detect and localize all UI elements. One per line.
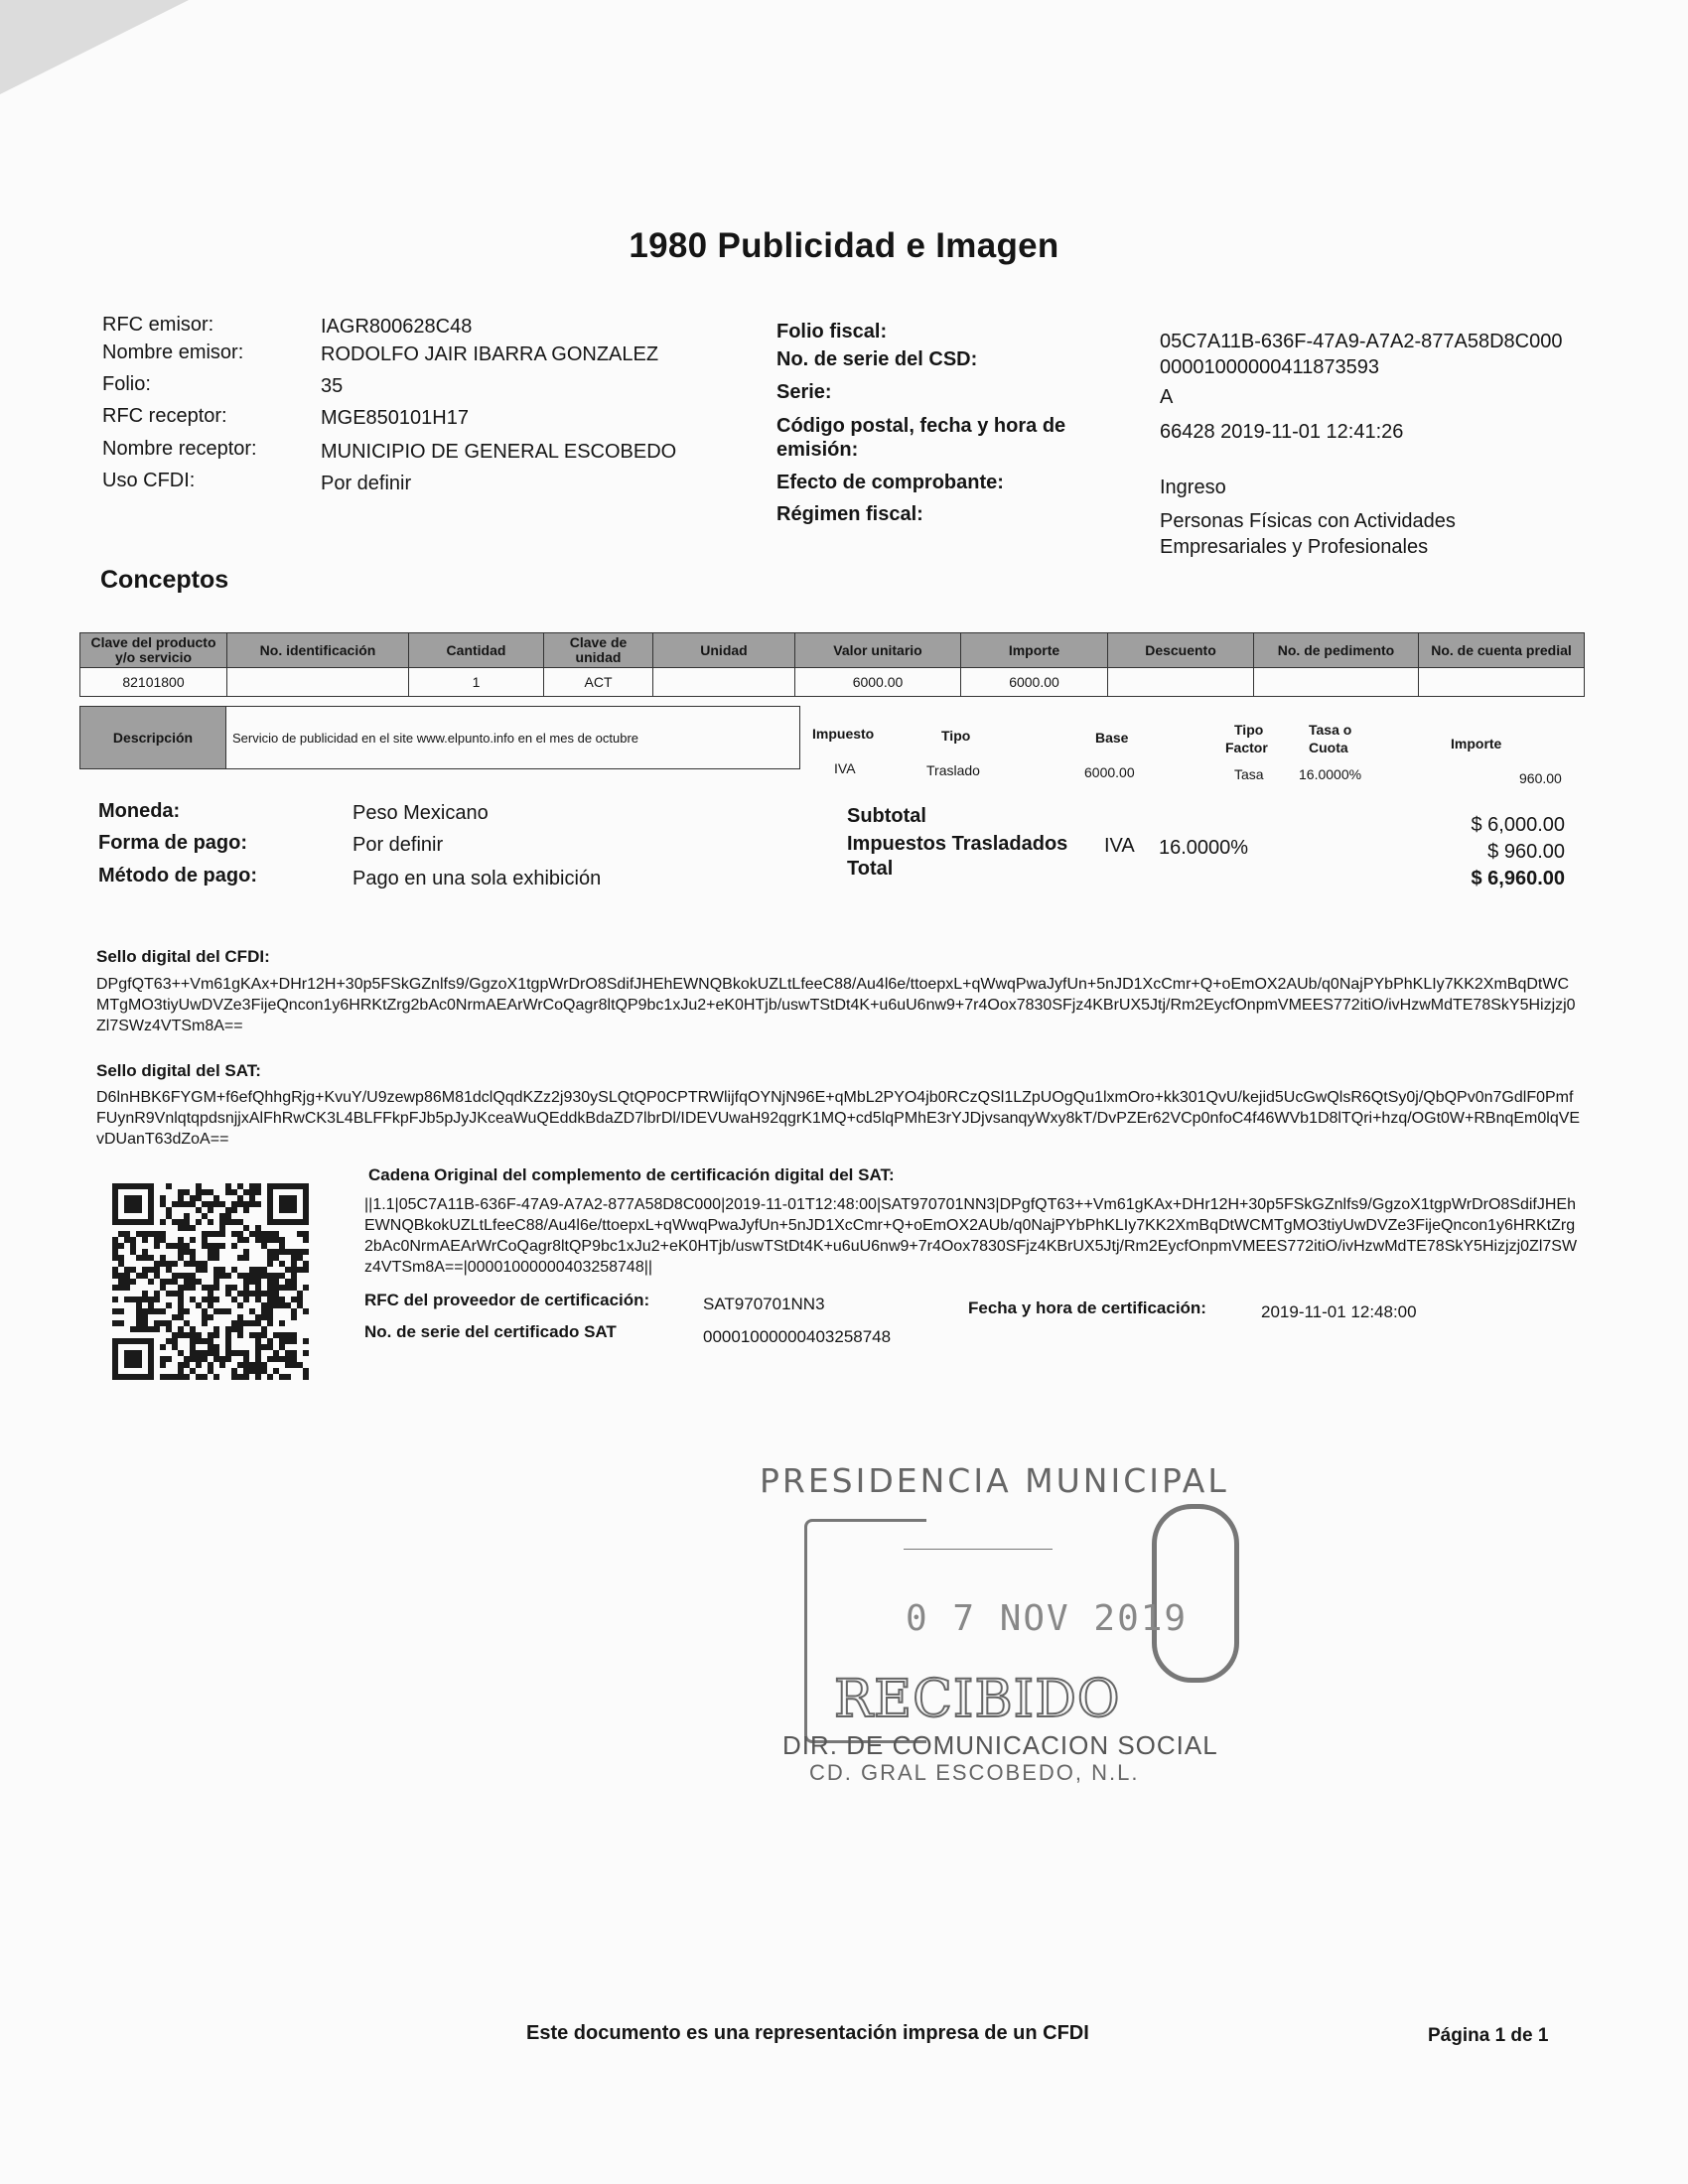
cell-clave-producto: 82101800	[80, 668, 227, 697]
serie-value: A	[1160, 386, 1174, 408]
folio-label: Folio:	[102, 373, 151, 395]
serie-csd-value: 00001000000411873593	[1160, 356, 1379, 378]
cell-descuento	[1108, 668, 1254, 697]
header-descuento: Descuento	[1108, 633, 1254, 668]
header-valor-unitario: Valor unitario	[795, 633, 961, 668]
rfc-emisor-label: RFC emisor:	[102, 314, 214, 336]
rfc-receptor-value: MGE850101H17	[321, 407, 469, 429]
table-row	[80, 668, 1585, 697]
impuestos-value: $ 960.00	[1487, 841, 1565, 863]
cell-unidad	[653, 668, 795, 697]
total-label: Total	[847, 858, 894, 880]
page-number: Página 1 de 1	[1428, 2025, 1549, 2046]
header-no-identificacion: No. identificación	[227, 633, 409, 668]
rfc-receptor-label: RFC receptor:	[102, 405, 227, 427]
serie-sat-value: 00001000000403258748	[703, 1327, 892, 1346]
moneda-value: Peso Mexicano	[352, 802, 489, 824]
cell-clave-unidad: ACT	[544, 668, 653, 697]
tax-header-tipo: Tipo	[941, 728, 971, 744]
rfc-proveedor-value: SAT970701NN3	[703, 1295, 825, 1313]
stamp-line1: PRESIDENCIA MUNICIPAL	[760, 1461, 1229, 1500]
scan-corner	[0, 0, 189, 94]
stamp-word: RECIBIDO	[834, 1670, 1121, 1729]
stamp-o-shape	[1152, 1504, 1239, 1683]
cp-label-1: Código postal, fecha y hora de	[776, 415, 1066, 437]
tax-base: 6000.00	[1084, 764, 1135, 780]
header-no-pedimento: No. de pedimento	[1254, 633, 1419, 668]
regimen-value-1: Personas Físicas con Actividades	[1160, 510, 1456, 532]
tax-header-tipo-factor-2: Factor	[1225, 740, 1268, 755]
folio-fiscal-label: Folio fiscal:	[776, 321, 888, 342]
cp-label-2: emisión:	[776, 439, 859, 461]
forma-pago-label: Forma de pago:	[98, 832, 248, 854]
cp-value: 66428 2019-11-01 12:41:26	[1160, 421, 1404, 443]
regimen-value-2: Empresariales y Profesionales	[1160, 536, 1429, 558]
uso-cfdi-label: Uso CFDI:	[102, 470, 196, 491]
metodo-pago-value: Pago en una sola exhibición	[352, 868, 602, 889]
cell-no-pedimento	[1254, 668, 1419, 697]
cadena-label: Cadena Original del complemento de certificación digital del SAT:	[368, 1165, 895, 1184]
stamp-line3: CD. GRAL ESCOBEDO, N.L.	[809, 1760, 1140, 1785]
header-cantidad: Cantidad	[409, 633, 544, 668]
tax-header-tipo-factor-1: Tipo	[1234, 722, 1264, 738]
tax-tasa: 16.0000%	[1299, 766, 1362, 782]
tax-header-base: Base	[1095, 730, 1129, 746]
conceptos-table	[79, 632, 1585, 697]
cadena-value: ||1.1|05C7A11B-636F-47A9-A7A2-877A58D8C000|2019-11-01T12:48:00|SAT970701NN3|DPgfQT63++Vm61gKAx+DHr12H+30p5FSkGZnlfs9/GgzoX1tgpWrDrO8SdifJHEhEWNQBkokUZLtLfeeC88/Au4l6e/ttoepxL+qWwqPwaJyfUn+5nJD1XcCmr+Q+oEmOX2AUb/q0NajPYbPhKLIy7KK2XmBqDtWCMTgMO3tiyUwDVZe3FijeQncon1y6HRKtZrg2bAc0NrmAEArWrCoQagr8ltQP9bc1xJu2+eK0HTjb/uswTStDt4K+u6uU6nw9+7r4Oox7830SFjz4KBrUX5Jtj/Rm2EycfOnpmVMEES772itiO/ivHzwMdTE78SkY5Hizjzj0Zl7SWz4VTSm8A==|00001000000403258748||	[364, 1196, 1578, 1276]
total-value: $ 6,960.00	[1471, 868, 1565, 889]
footer-note: Este documento es una representación impresa de un CFDI	[526, 2022, 1089, 2044]
cell-no-cuenta-predial	[1419, 668, 1585, 697]
efecto-label: Efecto de comprobante:	[776, 472, 1004, 493]
header-clave-unidad: Clave de unidad	[544, 633, 653, 668]
regimen-label: Régimen fiscal:	[776, 503, 923, 525]
efecto-value: Ingreso	[1160, 477, 1226, 498]
uso-cfdi-value: Por definir	[321, 473, 412, 494]
tax-header-tasa-1: Tasa o	[1309, 722, 1352, 738]
fecha-certificacion-value: 2019-11-01 12:48:00	[1261, 1302, 1417, 1321]
serie-csd-label: No. de serie del CSD:	[776, 348, 978, 370]
header-importe: Importe	[961, 633, 1108, 668]
nombre-receptor-label: Nombre receptor:	[102, 438, 257, 460]
nombre-receptor-value: MUNICIPIO DE GENERAL ESCOBEDO	[321, 441, 677, 463]
rfc-emisor-value: IAGR800628C48	[321, 316, 473, 338]
tax-impuesto: IVA	[834, 760, 856, 776]
cell-cantidad: 1	[409, 668, 544, 697]
metodo-pago-label: Método de pago:	[98, 865, 257, 887]
tax-tipo-factor: Tasa	[1234, 766, 1264, 782]
forma-pago-value: Por definir	[352, 834, 444, 856]
cell-no-identificacion	[227, 668, 409, 697]
cell-valor-unitario: 6000.00	[795, 668, 961, 697]
sello-cfdi-value: DPgfQT63++Vm61gKAx+DHr12H+30p5FSkGZnlfs9/GgzoX1tgpWrDrO8SdifJHEhEWNQBkokUZLtLfeeC88/Au4l6e/ttoepxL+qWwqPwaJyfUn+5nJD1XcCmr+Q+oEmOX2AUb/q0NajPYbPhKLIy7KK2XmBqDtWCMTgMO3tiyUwDVZe3FijeQncon1y6HRKtZrg2bAc0NrmAEArWrCoQagr8ltQP9bc1xJu2+eK0HTjb/uswTStDt4K+u6uU6nw9+7r4Oox7830SFjz4KBrUX5Jtj/Rm2EycfOnpmVMEES772itiO/ivHzwMdTE78SkY5Hizjzj0Zl7SWz4VTSm8A==	[96, 976, 1576, 1034]
nombre-emisor-label: Nombre emisor:	[102, 341, 244, 363]
serie-label: Serie:	[776, 381, 832, 403]
tax-importe: 960.00	[1519, 770, 1562, 786]
tax-tipo: Traslado	[926, 762, 980, 778]
tax-header-tasa-2: Cuota	[1309, 740, 1348, 755]
sello-cfdi-label: Sello digital del CFDI:	[96, 947, 270, 966]
sello-sat-label: Sello digital del SAT:	[96, 1061, 261, 1080]
stamp-date: 0 7 NOV 2019	[906, 1598, 1189, 1639]
sello-sat-value: D6lnHBK6FYGM+f6efQhhgRjg+KvuY/U9zewp86M81dclQqdKZz2j930ySLQtQP0CPTRWlijfqOYNjN96E+qMbL2PYO4jb0RCzQSl1LZpUOgQu1lxmOro+kk301QvU/kejid5UcGwQlsR6QtSy0j/QbQPv0n7GdlF0PmfFUynR9VnlqtqpdsnjjxAlFhRwCK3L4BLFFkpFJb5pJyJKceaWuQEddkBdaZD7lbrDl/IDEVUwaH92qgrK1MQ+cd5lqPMhE3rYJDjvsanqyWxy8kT/DvPZEr62VCp0nfoC4f46WVb1D8lTQri+hzq/OGt0W+RBnqEm0lqVEvDUanT63dZoA==	[96, 1089, 1581, 1148]
impuestos-label: Impuestos Trasladados	[847, 833, 1068, 855]
impuestos-tasa: 16.0000%	[1159, 837, 1249, 859]
fecha-certificacion-label: Fecha y hora de certificación:	[968, 1298, 1206, 1317]
stamp-line2: DIR. DE COMUNICACION SOCIAL	[782, 1730, 1218, 1760]
qr-code-image	[111, 1183, 310, 1380]
document-title: 1980 Publicidad e Imagen	[629, 226, 1059, 265]
recibido-stamp	[755, 1449, 1251, 1787]
header-clave-producto: Clave del producto y/o servicio	[80, 633, 227, 668]
moneda-label: Moneda:	[98, 800, 181, 822]
descripcion-value: Servicio de publicidad en el site www.elpunto.info en el mes de octubre	[226, 706, 800, 769]
tax-header-impuesto: Impuesto	[812, 726, 875, 742]
header-unidad: Unidad	[653, 633, 795, 668]
stamp-rule	[904, 1549, 1053, 1550]
descripcion-label: Descripción	[79, 706, 226, 769]
folio-fiscal-value: 05C7A11B-636F-47A9-A7A2-877A58D8C000	[1160, 331, 1563, 352]
header-no-cuenta-predial: No. de cuenta predial	[1419, 633, 1585, 668]
folio-value: 35	[321, 375, 344, 397]
conceptos-heading: Conceptos	[100, 566, 229, 594]
rfc-proveedor-label: RFC del proveedor de certificación:	[364, 1291, 650, 1309]
tax-header-importe: Importe	[1451, 736, 1502, 751]
serie-sat-label: No. de serie del certificado SAT	[364, 1322, 617, 1341]
subtotal-value: $ 6,000.00	[1471, 814, 1565, 836]
subtotal-label: Subtotal	[847, 805, 926, 827]
nombre-emisor-value: RODOLFO JAIR IBARRA GONZALEZ	[321, 343, 659, 365]
impuestos-tipo: IVA	[1104, 835, 1135, 857]
table-header-row	[80, 633, 1585, 668]
cell-importe: 6000.00	[961, 668, 1108, 697]
